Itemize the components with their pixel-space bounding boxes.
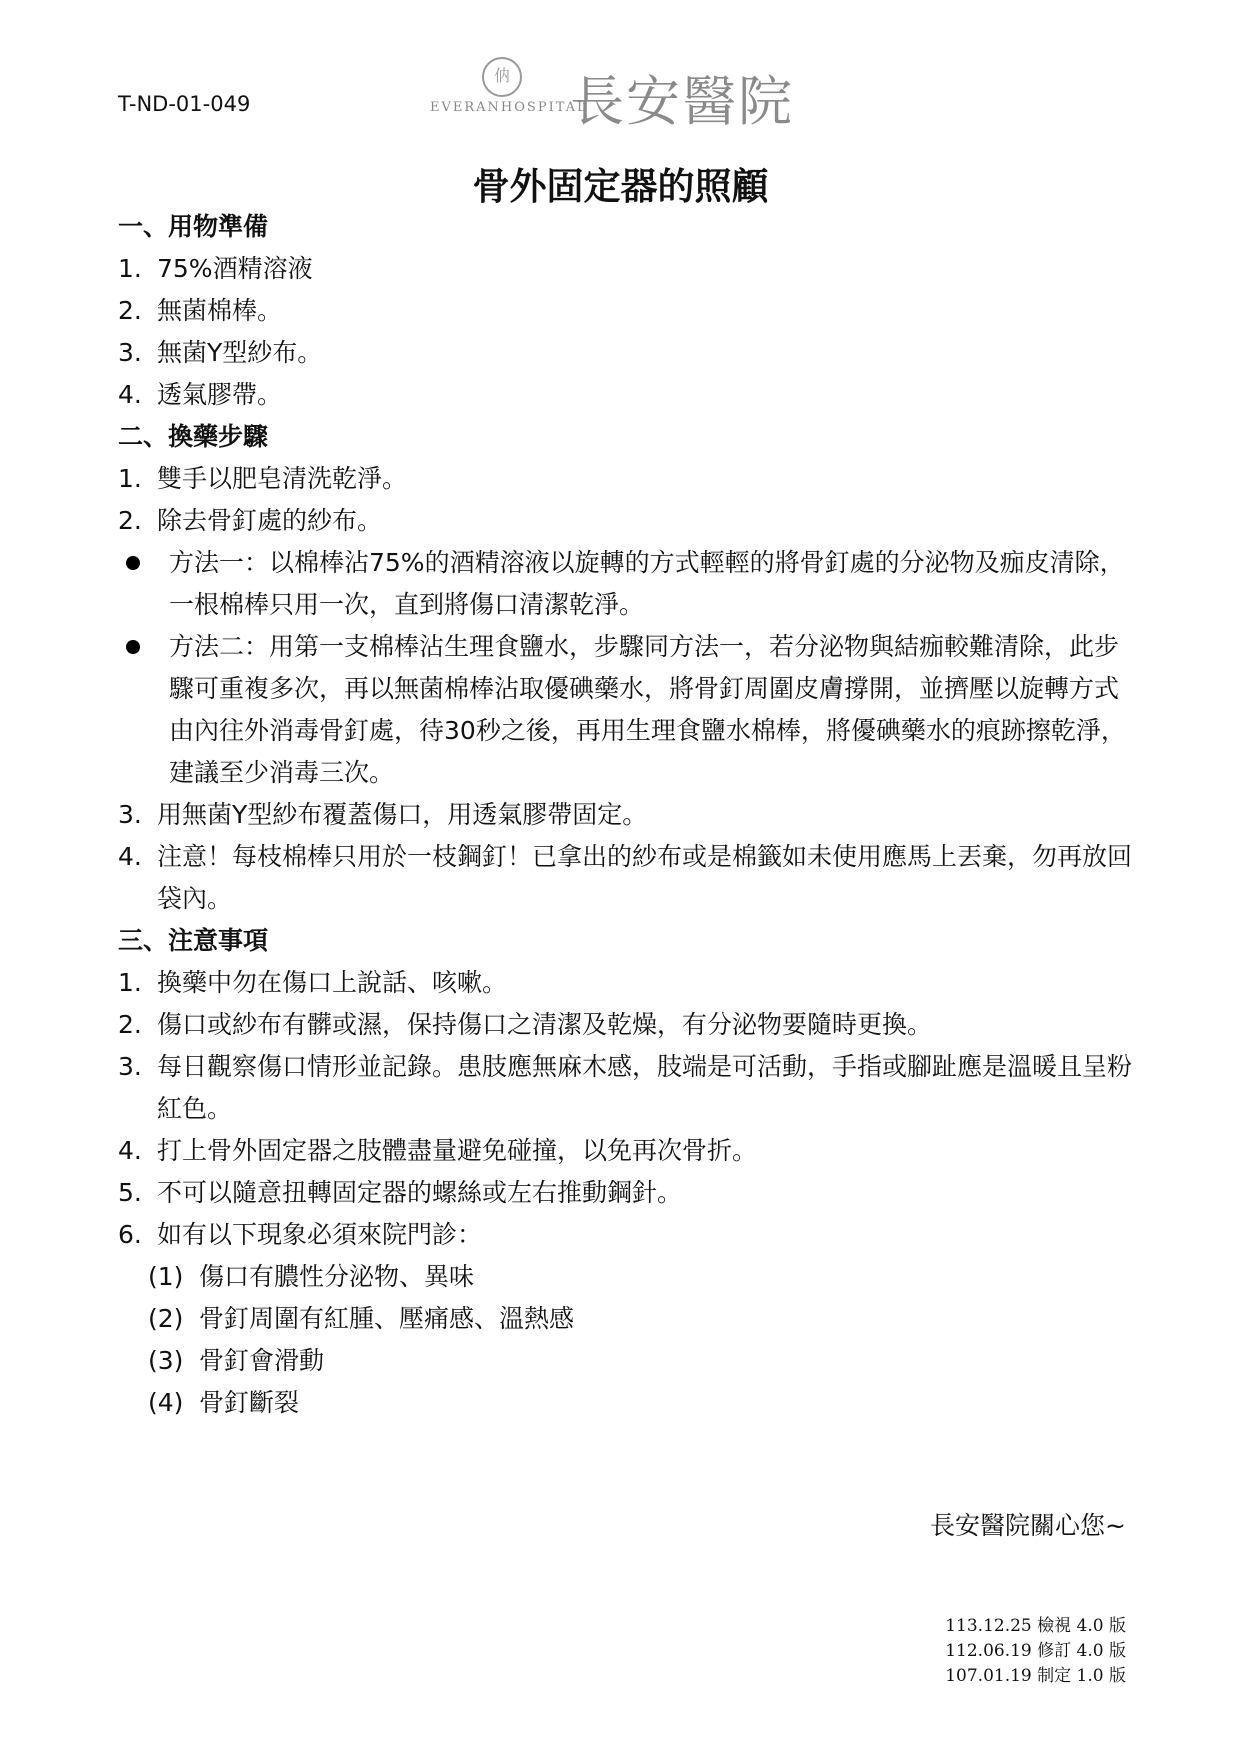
item-text: 打上骨外固定器之肢體盡量避免碰撞，以免再次骨折。 xyxy=(157,1136,758,1165)
item-number: (1) xyxy=(148,1262,184,1291)
sub-list-item xyxy=(118,1298,1138,1340)
item-number: 4. xyxy=(118,842,142,871)
item-text: 無菌Y型紗布。 xyxy=(157,338,323,367)
list-item xyxy=(118,836,1138,920)
item-number: 2. xyxy=(118,1010,142,1039)
section-heading: 三、注意事項 xyxy=(118,926,269,955)
item-text: 傷口或紗布有髒或濕，保持傷口之清潔及乾燥，有分泌物要隨時更換。 xyxy=(157,1010,933,1039)
item-number: (3) xyxy=(148,1346,184,1375)
item-text: 除去骨釘處的紗布。 xyxy=(157,506,383,535)
logo-english-name: EVERANHOSPITAL xyxy=(430,100,588,115)
list-item xyxy=(118,290,1138,332)
list-item xyxy=(118,500,1138,542)
item-number: 1. xyxy=(118,968,142,997)
item-number: 5. xyxy=(118,1178,142,1207)
list-item xyxy=(118,1046,1138,1130)
item-number: 4. xyxy=(118,380,142,409)
item-text: 骨釘會滑動 xyxy=(199,1346,325,1375)
item-number: 1. xyxy=(118,464,142,493)
version-line: 113.12.25 檢視 4.0 版 xyxy=(945,1616,1126,1636)
closing-note: 長安醫院關心您~ xyxy=(930,1511,1126,1540)
item-text: 無菌棉棒。 xyxy=(157,296,283,325)
item-text: 方法一：以棉棒沾75%的酒精溶液以旋轉的方式輕輕的將骨釘處的分泌物及痂皮清除，一根棉棒只用一次，直到將傷口清潔乾淨。 xyxy=(169,548,1125,619)
item-number: 2. xyxy=(118,506,142,535)
sub-list-item xyxy=(118,1256,1138,1298)
section-heading: 二、換藥步驟 xyxy=(118,422,269,451)
list-item xyxy=(118,332,1138,374)
document-body xyxy=(118,206,1138,1424)
item-number: 3. xyxy=(118,800,142,829)
document-code: T-ND-01-049 xyxy=(118,92,251,116)
item-text: 75%酒精溶液 xyxy=(157,254,313,283)
item-number: 2. xyxy=(118,296,142,325)
item-text: 骨釘斷裂 xyxy=(199,1388,300,1417)
list-item xyxy=(118,1004,1138,1046)
bullet-item xyxy=(118,542,1138,626)
sub-list-item xyxy=(118,1382,1138,1424)
sub-list-item xyxy=(118,1340,1138,1382)
section-heading: 一、用物準備 xyxy=(118,212,269,241)
item-text: 傷口有膿性分泌物、異味 xyxy=(199,1262,475,1291)
item-text: 雙手以肥皂清洗乾淨。 xyxy=(157,464,408,493)
logo-chinese-name: 長安醫院 xyxy=(570,70,794,133)
version-line: 107.01.19 制定 1.0 版 xyxy=(945,1666,1126,1686)
item-text: 用無菌Y型紗布覆蓋傷口，用透氣膠帶固定。 xyxy=(157,800,648,829)
version-line: 112.06.19 修訂 4.0 版 xyxy=(945,1641,1126,1661)
item-number: (4) xyxy=(148,1388,184,1417)
list-item xyxy=(118,1214,1138,1256)
item-text: 每日觀察傷口情形並記錄。患肢應無麻木感，肢端是可活動，手指或腳趾應是溫暖且呈粉紅色。 xyxy=(157,1052,1133,1123)
item-number: 6. xyxy=(118,1220,142,1249)
item-number: (2) xyxy=(148,1304,184,1333)
version-history xyxy=(945,1614,1126,1689)
bullet-icon xyxy=(118,542,169,570)
item-text: 如有以下現象必須來院門診： xyxy=(157,1220,483,1249)
list-item xyxy=(118,1130,1138,1172)
item-number: 3. xyxy=(118,338,142,367)
bullet-item xyxy=(118,626,1138,794)
item-text: 不可以隨意扭轉固定器的螺絲或左右推動鋼針。 xyxy=(157,1178,683,1207)
hospital-emblem-icon: 㐻 xyxy=(482,57,522,97)
item-text: 注意！每枝棉棒只用於一枝鋼釘！已拿出的紗布或是棉籤如未使用應馬上丟棄，勿再放回袋內。 xyxy=(157,842,1133,913)
item-text: 透氣膠帶。 xyxy=(157,380,283,409)
item-number: 3. xyxy=(118,1052,142,1081)
list-item xyxy=(118,962,1138,1004)
item-text: 換藥中勿在傷口上說話、咳嗽。 xyxy=(157,968,508,997)
item-text: 方法二：用第一支棉棒沾生理食鹽水，步驟同方法一，若分泌物與結痂較難清除，此步驟可重複多次，再以無菌棉棒沾取優碘藥水，將骨釘周圍皮膚撐開，並擠壓以旋轉方式由內往外消毒骨釘處，待30秒之後，再用生理食鹽水棉棒，將優碘藥水的痕跡擦乾淨，建議至少消毒三次。 xyxy=(169,632,1126,787)
list-item xyxy=(118,374,1138,416)
list-item xyxy=(118,1172,1138,1214)
item-number: 4. xyxy=(118,1136,142,1165)
page-title: 骨外固定器的照顧 xyxy=(472,165,769,208)
item-number: 1. xyxy=(118,254,142,283)
bullet-icon xyxy=(118,626,169,654)
list-item xyxy=(118,248,1138,290)
list-item xyxy=(118,794,1138,836)
list-item xyxy=(118,458,1138,500)
hospital-logo xyxy=(430,55,830,133)
item-text: 骨釘周圍有紅腫、壓痛感、溫熱感 xyxy=(199,1304,575,1333)
